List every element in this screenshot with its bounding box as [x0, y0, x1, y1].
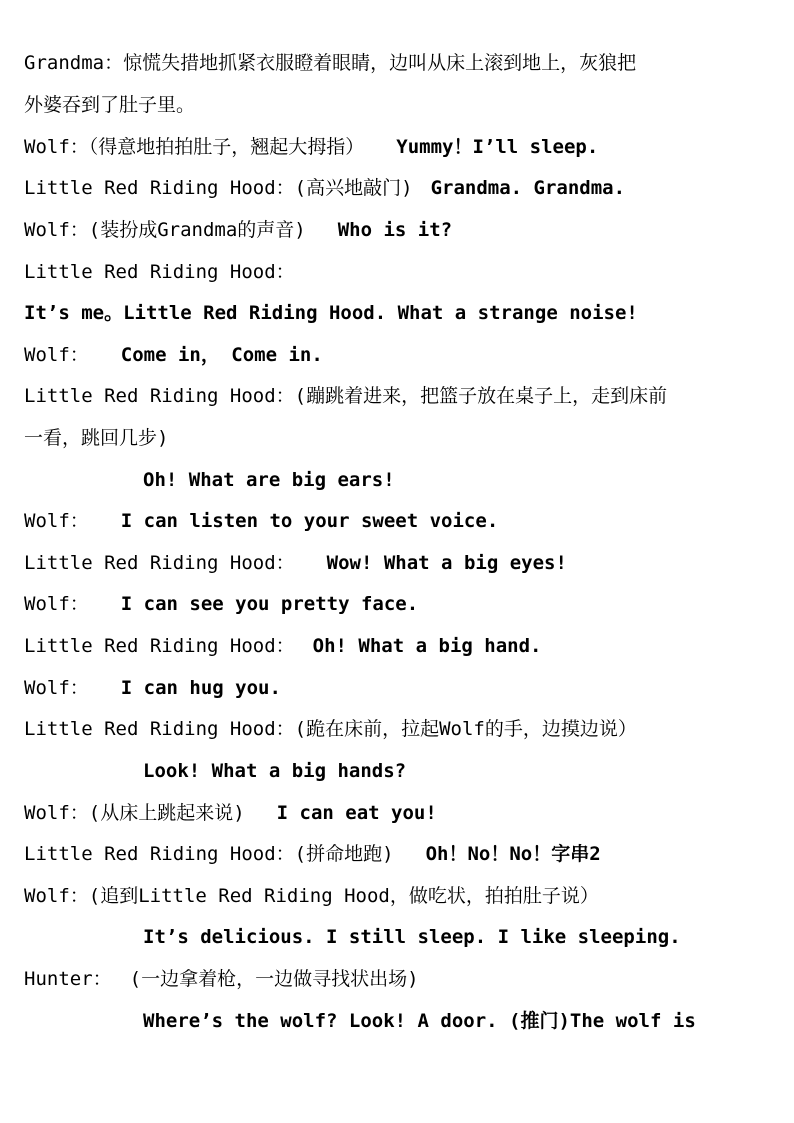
- stage-direction: 一看，跳回几步): [24, 427, 169, 449]
- script-line: [24, 509, 780, 533]
- script-line: [24, 260, 780, 284]
- script-line: [24, 967, 780, 991]
- script-line: [24, 384, 780, 408]
- dialogue: Oh！No！No！字串2: [425, 843, 601, 865]
- stage-direction: (追到Little Red Riding Hood，做吃状，拍拍肚子说）: [88, 885, 599, 907]
- script-line: [24, 343, 780, 367]
- script-line: [24, 135, 780, 159]
- stage-direction: (从床上跳起来说): [88, 802, 245, 824]
- script-line: [24, 176, 780, 200]
- dialogue: Yummy！I’ll sleep.: [396, 136, 599, 158]
- dialogue: Who is it?: [337, 219, 453, 241]
- script-line: [24, 551, 780, 575]
- stage-direction: 惊慌失措地抓紧衣服瞪着眼睛，边叫从床上滚到地上，灰狼把: [123, 52, 637, 74]
- script-line: [143, 1009, 780, 1033]
- stage-direction: (跪在床前，拉起Wolf的手，边摸边说）: [294, 718, 637, 740]
- dialogue: I can eat you!: [276, 802, 437, 824]
- script-line: [24, 301, 780, 325]
- dialogue: Come in， Come in.: [120, 344, 323, 366]
- stage-direction: 外婆吞到了肚子里。: [24, 94, 196, 116]
- dialogue: I can listen to your sweet voice.: [120, 510, 499, 532]
- stage-direction: (一边拿着枪，一边做寻找状出场): [129, 968, 419, 990]
- script-line: [143, 759, 780, 783]
- dialogue: I can see you pretty face.: [120, 593, 419, 615]
- dialogue: Wow! What a big eyes!: [326, 552, 567, 574]
- stage-direction: （得意地拍拍肚子，翘起大拇指）: [88, 136, 365, 158]
- script-line: [24, 842, 780, 866]
- stage-direction: (蹦跳着进来，把篮子放在桌子上，走到床前: [294, 385, 668, 407]
- speaker-label: Little Red Riding Hood：: [24, 261, 295, 283]
- speaker-label: Grandma：: [24, 52, 124, 74]
- speaker-label: Little Red Riding Hood：: [24, 843, 295, 865]
- speaker-label: Little Red Riding Hood：: [24, 635, 295, 657]
- script-line: [143, 468, 780, 492]
- speaker-label: Wolf：: [24, 885, 89, 907]
- speaker-label: Wolf：: [24, 802, 89, 824]
- dialogue: It’s me。Little Red Riding Hood. What a strange noise!: [24, 302, 638, 324]
- speaker-label: Wolf：: [24, 593, 89, 615]
- script-line: [24, 884, 780, 908]
- speaker-label: Little Red Riding Hood：: [24, 552, 295, 574]
- speaker-label: Wolf：: [24, 219, 89, 241]
- stage-direction: (装扮成Grandma的声音): [88, 219, 306, 241]
- stage-direction: (拼命地跑): [294, 843, 394, 865]
- script-line: [24, 426, 780, 450]
- script-line: [24, 717, 780, 741]
- dialogue: Where’s the wolf? Look! A door. (推门)The wolf is: [143, 1010, 696, 1032]
- script-line: [24, 676, 780, 700]
- speaker-label: Wolf：: [24, 344, 89, 366]
- dialogue: Grandma. Grandma.: [430, 177, 626, 199]
- script-line: [24, 634, 780, 658]
- dialogue: Oh! What a big hand.: [312, 635, 542, 657]
- script-line: [143, 925, 780, 949]
- speaker-label: Little Red Riding Hood：: [24, 718, 295, 740]
- speaker-label: Hunter：: [24, 968, 112, 990]
- script-line: [24, 51, 780, 75]
- speaker-label: Wolf：: [24, 510, 89, 532]
- speaker-label: Little Red Riding Hood：: [24, 177, 295, 199]
- script-line: [24, 592, 780, 616]
- script-line: [24, 93, 780, 117]
- dialogue: It’s delicious. I still sleep. I like sleeping.: [143, 926, 681, 948]
- script-line: [24, 218, 780, 242]
- stage-direction: (高兴地敲门): [294, 177, 413, 199]
- dialogue: Look! What a big hands?: [143, 760, 407, 782]
- script-line: [24, 801, 780, 825]
- speaker-label: Wolf：: [24, 677, 89, 699]
- speaker-label: Little Red Riding Hood：: [24, 385, 295, 407]
- dialogue: I can hug you.: [120, 677, 281, 699]
- dialogue: Oh! What are big ears!: [143, 469, 395, 491]
- speaker-label: Wolf：: [24, 136, 89, 158]
